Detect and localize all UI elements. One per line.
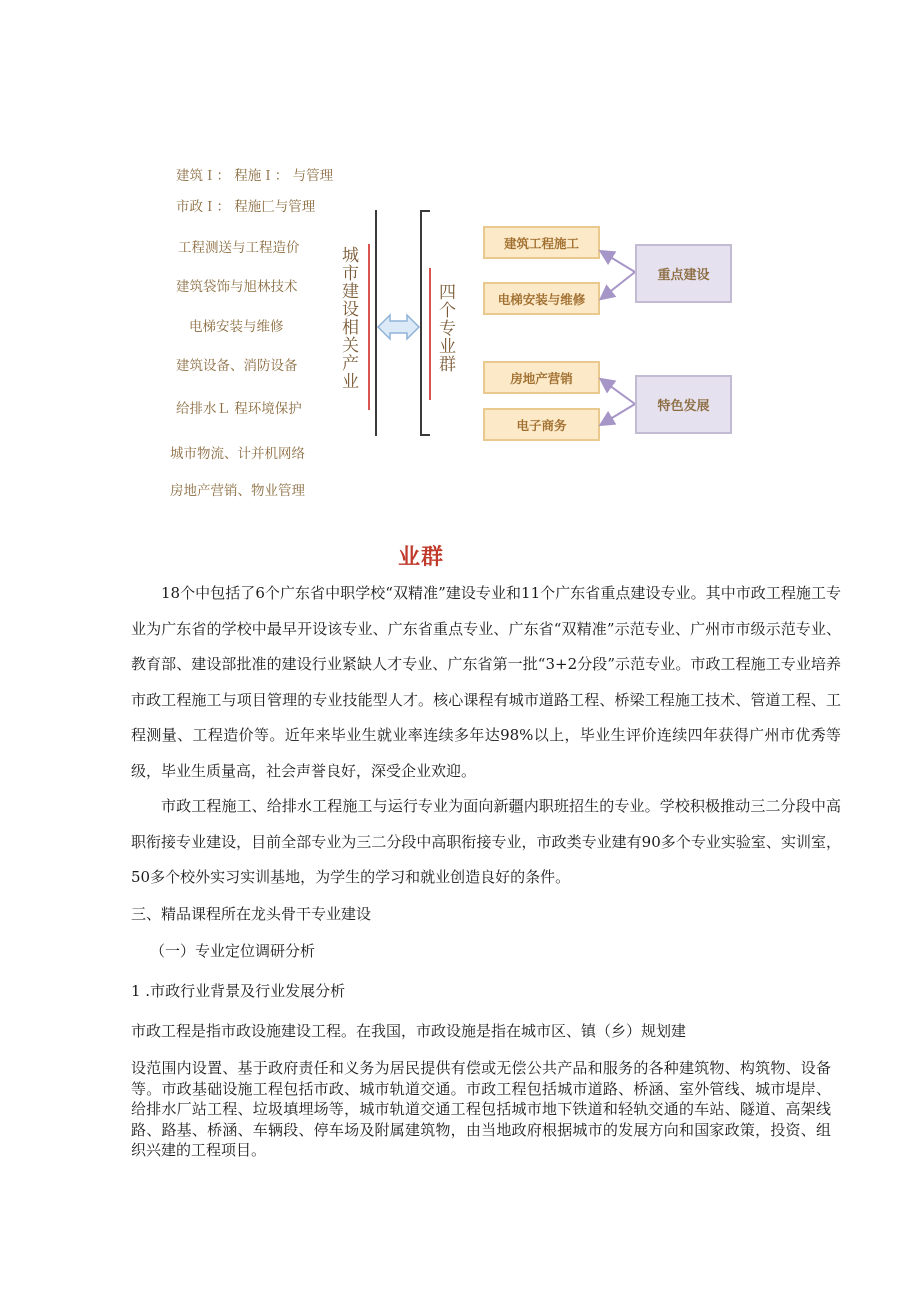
industry-item: 工程测送与工程造价 <box>178 240 300 256</box>
connector-arrows <box>595 236 640 436</box>
industry-item: 建筑设备、消防设备 <box>176 358 298 374</box>
industry-item: 城市物流、计并机网络 <box>170 446 305 462</box>
bracket-bottom <box>420 434 430 436</box>
major-box: 建筑工程施工 <box>483 226 600 259</box>
figure-caption-fragment: 业群 <box>398 545 445 570</box>
industry-item: 电梯安装与维修 <box>189 319 284 335</box>
category-box-key: 重点建设 <box>635 244 732 303</box>
major-box: 电梯安装与维修 <box>483 282 600 315</box>
category-box-featured: 特色发展 <box>635 375 732 434</box>
industry-item: 建筑袋饰与旭林技术 <box>176 279 298 295</box>
bracket-line <box>420 210 422 436</box>
red-divider-line <box>429 268 431 400</box>
specialty-group-diagram <box>0 0 920 520</box>
section-heading: 三、精品课程所在龙头骨干专业建设 <box>131 905 372 923</box>
specialty-groups-label: 四个专业群 <box>435 283 455 373</box>
subsection-heading: （一）专业定位调研分析 <box>150 942 316 960</box>
paragraph-3-first-line: 市政工程是指市政设施建设工程。在我国，市政设施是指在城市区、镇（乡）规划建 <box>131 1022 687 1040</box>
bracket-top <box>420 210 430 212</box>
industry-item: 给排水Ｌ 程环境保护 <box>176 401 302 417</box>
double-arrow-icon <box>376 311 421 343</box>
industry-item: 建筑Ｉ： 程施Ｉ： 与管理 <box>176 168 334 184</box>
major-box: 电子商务 <box>483 408 600 441</box>
industry-item: 市政Ｉ： 程施匚与管理 <box>176 199 316 215</box>
industry-group-label: 城市建设相关产业 <box>338 246 358 390</box>
red-divider-line <box>368 244 370 410</box>
paragraph-1: 18个中包括了6个广东省中职学校“双精准”建设专业和11个广东省重点建设专业。其中市政工程施工专业为广东省的学校中最早开设该专业、广东省重点专业、广东省“双精准”示范专业、广州市市级示范专业、教育部、建设部批准的建设行业紧缺人才专业、广东省第一批“3+2分段”示范专业。市政工程施工专业培养市政工程施工与项目管理的专业技能型人才。核心课程有城市道路工程、桥梁工程施工技术、管道工程、工程测量、工程造价等。近年来毕业生就业率连续多年达98%以上，毕业生评价连续四年获得广州市优秀等级，毕业生质量高，社会声誉良好，深受企业欢迎。 <box>131 584 841 780</box>
numbered-heading: 1 .市政行业背景及行业发展分析 <box>131 982 346 1000</box>
major-box: 房地产营销 <box>483 361 600 394</box>
paragraph-3-body: 设范围内设置、基于政府责任和义务为居民提供有偿或无偿公共产品和服务的各种建筑物、构筑物、设备等。市政基础设施工程包括市政、城市轨道交通。市政工程包括城市道路、桥涵、室外管线、城市堤岸、给排水厂站工程、垃圾填埋场等，城市轨道交通工程包括城市地下铁道和轻轨交通的车站、隧道、高架线路、路基、桥涵、车辆段、停车场及附属建筑物，由当地政府根据城市的发展方向和国家政策，投资、组织兴建的工程项目。 <box>131 1059 831 1159</box>
paragraph-2: 市政工程施工、给排水工程施工与运行专业为面向新疆内职班招生的专业。学校积极推动三二分段中高职衔接专业建设，目前全部专业为三二分段中高职衔接专业，市政类专业建有90多个专业实验室、实训室，50多个校外实习实训基地，为学生的学习和就业创造良好的条件。 <box>131 797 841 886</box>
industry-item: 房地产营销、物业管理 <box>170 483 305 499</box>
